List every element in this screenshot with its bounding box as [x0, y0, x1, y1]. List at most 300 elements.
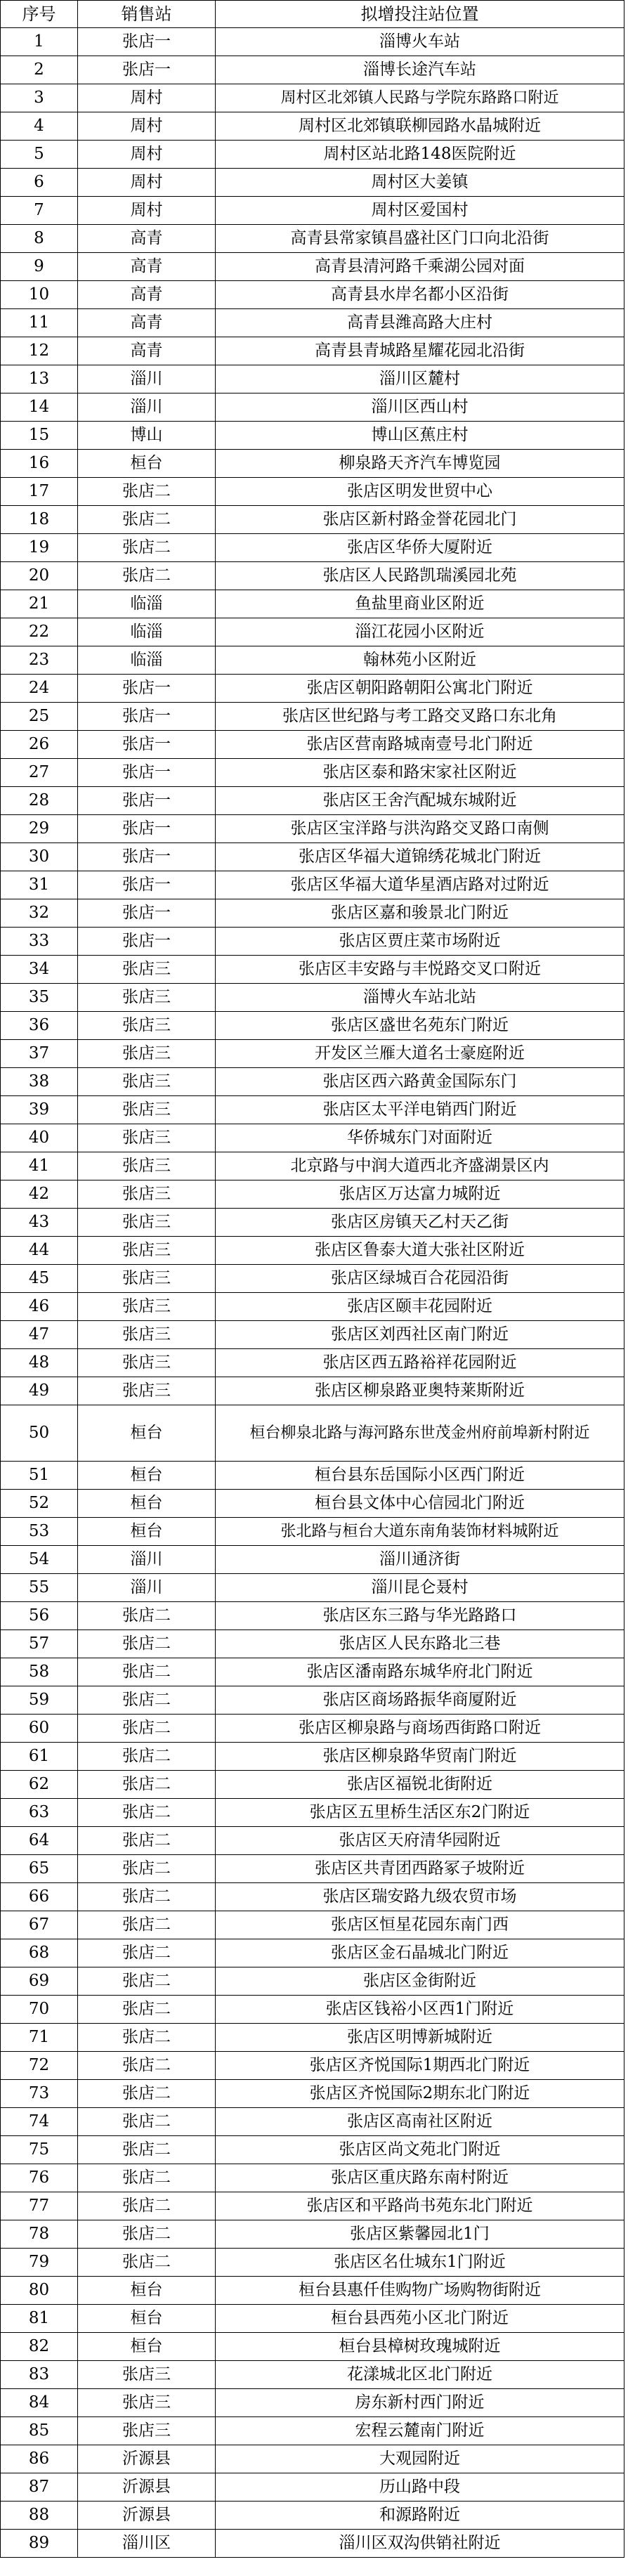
row-number: 86 — [1, 2445, 78, 2473]
row-number: 52 — [1, 1490, 78, 1518]
table-row — [1, 478, 624, 506]
table-row — [1, 1911, 624, 1939]
row-station: 桓台 — [78, 2277, 216, 2305]
row-number: 4 — [1, 112, 78, 141]
row-location: 张店区万达富力城附近 — [216, 1180, 624, 1209]
row-number: 23 — [1, 646, 78, 675]
row-number: 10 — [1, 281, 78, 309]
row-location: 张店区盛世名苑东门附近 — [216, 1012, 624, 1040]
row-station: 沂源县 — [78, 2502, 216, 2530]
row-location: 和源路附近 — [216, 2502, 624, 2530]
row-number: 2 — [1, 56, 78, 84]
row-number: 72 — [1, 2052, 78, 2080]
row-station: 高青 — [78, 337, 216, 365]
table-row — [1, 1883, 624, 1911]
row-number: 74 — [1, 2108, 78, 2136]
row-location: 张店区齐悦国际2期东北门附近 — [216, 2080, 624, 2108]
row-location: 淄川区双沟供销社附近 — [216, 2530, 624, 2558]
table-row — [1, 1967, 624, 1996]
row-number: 58 — [1, 1658, 78, 1686]
row-station: 张店三 — [78, 1377, 216, 1405]
row-number: 63 — [1, 1799, 78, 1827]
row-station: 张店二 — [78, 2192, 216, 2220]
row-number: 80 — [1, 2277, 78, 2305]
row-number: 65 — [1, 1855, 78, 1883]
row-location: 高青县水岸名都小区沿街 — [216, 281, 624, 309]
row-number: 87 — [1, 2473, 78, 2502]
table-row — [1, 2445, 624, 2473]
row-station: 周村 — [78, 112, 216, 141]
row-number: 28 — [1, 787, 78, 815]
row-location: 张店区共青团西路冢子坡附近 — [216, 1855, 624, 1883]
row-station: 张店一 — [78, 759, 216, 787]
row-number: 24 — [1, 675, 78, 703]
table-row — [1, 1462, 624, 1490]
table-row — [1, 815, 624, 843]
table-row — [1, 169, 624, 197]
row-location: 张店区柳泉路华贸南门附近 — [216, 1743, 624, 1771]
row-number: 1 — [1, 28, 78, 56]
table-row — [1, 675, 624, 703]
row-location: 张店区房镇天乙村天乙街 — [216, 1209, 624, 1237]
row-location: 张店区潘南路东城华府北门附近 — [216, 1658, 624, 1686]
table-row — [1, 337, 624, 365]
row-location: 张店区西五路裕祥花园附近 — [216, 1349, 624, 1377]
row-number: 16 — [1, 450, 78, 478]
table-row — [1, 2249, 624, 2277]
row-station: 张店三 — [78, 1321, 216, 1349]
row-station: 张店一 — [78, 899, 216, 928]
row-station: 张店二 — [78, 1686, 216, 1715]
row-station: 桓台 — [78, 1462, 216, 1490]
table-row — [1, 1996, 624, 2024]
table-body — [1, 28, 624, 2558]
table-row — [1, 843, 624, 871]
row-station: 临淄 — [78, 646, 216, 675]
row-station: 张店三 — [78, 1012, 216, 1040]
row-location: 张店区太平洋电销西门附近 — [216, 1096, 624, 1124]
row-station: 沂源县 — [78, 2445, 216, 2473]
row-station: 张店三 — [78, 1293, 216, 1321]
table-row — [1, 506, 624, 534]
row-location: 张店区瑞安路九级农贸市场 — [216, 1883, 624, 1911]
table-row — [1, 1630, 624, 1658]
table-row — [1, 2080, 624, 2108]
row-number: 20 — [1, 562, 78, 590]
row-station: 张店一 — [78, 731, 216, 759]
row-location: 历山路中段 — [216, 2473, 624, 2502]
row-location: 张店区恒星花园东南门西 — [216, 1911, 624, 1939]
row-location: 淄川昆仑聂村 — [216, 1574, 624, 1602]
row-station: 桓台 — [78, 2333, 216, 2361]
row-number: 84 — [1, 2389, 78, 2417]
row-station: 张店三 — [78, 1209, 216, 1237]
table-row — [1, 2136, 624, 2164]
table-row — [1, 450, 624, 478]
row-number: 57 — [1, 1630, 78, 1658]
row-station: 张店二 — [78, 1771, 216, 1799]
row-location: 张店区刘西社区南门附近 — [216, 1321, 624, 1349]
table-row — [1, 871, 624, 899]
table-row — [1, 1939, 624, 1967]
row-location: 淄川通济街 — [216, 1546, 624, 1574]
row-station: 张店二 — [78, 2108, 216, 2136]
row-location: 张店区明发世贸中心 — [216, 478, 624, 506]
row-location: 张店区贾庄菜市场附近 — [216, 928, 624, 956]
row-location: 张北路与桓台大道东南角装饰材料城附近 — [216, 1518, 624, 1546]
table-row — [1, 309, 624, 337]
row-location: 桓台县西苑小区北门附近 — [216, 2305, 624, 2333]
row-number: 32 — [1, 899, 78, 928]
row-number: 73 — [1, 2080, 78, 2108]
table-row — [1, 422, 624, 450]
table-row — [1, 1715, 624, 1743]
row-number: 47 — [1, 1321, 78, 1349]
table-row — [1, 56, 624, 84]
row-location: 房东新村西门附近 — [216, 2389, 624, 2417]
table-row — [1, 1349, 624, 1377]
row-number: 78 — [1, 2220, 78, 2249]
row-number: 7 — [1, 197, 78, 225]
row-number: 19 — [1, 534, 78, 562]
table-row — [1, 1799, 624, 1827]
row-station: 桓台 — [78, 1405, 216, 1462]
row-location: 张店区和平路尚书苑东北门附近 — [216, 2192, 624, 2220]
row-station: 张店二 — [78, 2249, 216, 2277]
row-station: 周村 — [78, 141, 216, 169]
row-number: 49 — [1, 1377, 78, 1405]
row-location: 淄博火车站 — [216, 28, 624, 56]
table-row — [1, 899, 624, 928]
row-station: 张店一 — [78, 843, 216, 871]
row-station: 张店二 — [78, 2136, 216, 2164]
table-row — [1, 253, 624, 281]
row-number: 76 — [1, 2164, 78, 2192]
row-location: 张店区天府清华园附近 — [216, 1827, 624, 1855]
row-station: 周村 — [78, 197, 216, 225]
row-number: 31 — [1, 871, 78, 899]
row-number: 48 — [1, 1349, 78, 1377]
row-number: 79 — [1, 2249, 78, 2277]
row-station: 张店二 — [78, 1743, 216, 1771]
row-number: 53 — [1, 1518, 78, 1546]
row-station: 桓台 — [78, 1518, 216, 1546]
row-station: 张店二 — [78, 506, 216, 534]
row-number: 21 — [1, 590, 78, 618]
table-row — [1, 365, 624, 393]
table-row — [1, 225, 624, 253]
row-number: 17 — [1, 478, 78, 506]
row-location: 桓台柳泉北路与海河路东世茂金州府前埠新村附近 — [216, 1405, 624, 1462]
row-station: 张店三 — [78, 2361, 216, 2389]
row-station: 张店一 — [78, 928, 216, 956]
table-row — [1, 1293, 624, 1321]
table-row — [1, 1124, 624, 1152]
row-number: 45 — [1, 1265, 78, 1293]
table-row — [1, 2473, 624, 2502]
table-row — [1, 2052, 624, 2080]
table-row — [1, 1068, 624, 1096]
row-number: 35 — [1, 984, 78, 1012]
row-number: 60 — [1, 1715, 78, 1743]
row-station: 张店一 — [78, 675, 216, 703]
table-row — [1, 2333, 624, 2361]
row-location: 桓台县惠仟佳购物广场购物街附近 — [216, 2277, 624, 2305]
row-number: 15 — [1, 422, 78, 450]
row-location: 张店区钱裕小区西1门附近 — [216, 1996, 624, 2024]
table-row — [1, 1180, 624, 1209]
table-row — [1, 1265, 624, 1293]
row-station: 张店二 — [78, 1911, 216, 1939]
row-station: 张店一 — [78, 815, 216, 843]
row-station: 高青 — [78, 281, 216, 309]
table-row — [1, 2024, 624, 2052]
row-station: 张店三 — [78, 1180, 216, 1209]
row-number: 68 — [1, 1939, 78, 1967]
table-row — [1, 731, 624, 759]
row-location: 桓台县樟树玫瑰城附近 — [216, 2333, 624, 2361]
table-row — [1, 1771, 624, 1799]
row-station: 周村 — [78, 169, 216, 197]
row-number: 3 — [1, 84, 78, 112]
row-location: 张店区高南社区附近 — [216, 2108, 624, 2136]
row-station: 桓台 — [78, 450, 216, 478]
row-location: 张店区人民东路北三巷 — [216, 1630, 624, 1658]
row-location: 宏程云麓南门附近 — [216, 2417, 624, 2445]
row-number: 38 — [1, 1068, 78, 1096]
row-station: 张店一 — [78, 787, 216, 815]
table-row — [1, 2361, 624, 2389]
row-number: 12 — [1, 337, 78, 365]
row-number: 62 — [1, 1771, 78, 1799]
row-station: 张店三 — [78, 1152, 216, 1180]
row-location: 淄江花园小区附近 — [216, 618, 624, 646]
row-location: 张店区世纪路与考工路交叉路口东北角 — [216, 703, 624, 731]
row-number: 30 — [1, 843, 78, 871]
row-location: 张店区嘉和骏景北门附近 — [216, 899, 624, 928]
row-location: 张店区华福大道锦绣花城北门附近 — [216, 843, 624, 871]
row-station: 张店二 — [78, 2080, 216, 2108]
row-station: 张店三 — [78, 2417, 216, 2445]
header-row — [1, 1, 624, 28]
row-number: 51 — [1, 1462, 78, 1490]
row-location: 张店区西六路黄金国际东门 — [216, 1068, 624, 1096]
row-station: 张店二 — [78, 1939, 216, 1967]
row-station: 张店一 — [78, 56, 216, 84]
row-location: 张店区人民路凯瑞溪园北苑 — [216, 562, 624, 590]
table-row — [1, 1518, 624, 1546]
row-station: 张店二 — [78, 1883, 216, 1911]
table-row — [1, 28, 624, 56]
row-station: 张店三 — [78, 1068, 216, 1096]
row-station: 张店三 — [78, 2389, 216, 2417]
table-row — [1, 2502, 624, 2530]
table-row — [1, 1686, 624, 1715]
row-location: 张店区王舍汽配城东城附近 — [216, 787, 624, 815]
row-number: 75 — [1, 2136, 78, 2164]
header-no: 序号 — [1, 1, 78, 28]
row-location: 张店区泰和路宋家社区附近 — [216, 759, 624, 787]
row-location: 高青县青城路星耀花园北沿街 — [216, 337, 624, 365]
table-row — [1, 1237, 624, 1265]
table-row — [1, 1040, 624, 1068]
row-number: 77 — [1, 2192, 78, 2220]
row-station: 桓台 — [78, 2305, 216, 2333]
row-station: 张店二 — [78, 1630, 216, 1658]
row-location: 张店区商场路振华商厦附近 — [216, 1686, 624, 1715]
row-station: 张店二 — [78, 2220, 216, 2249]
row-location: 张店区金街附近 — [216, 1967, 624, 1996]
row-station: 高青 — [78, 225, 216, 253]
row-number: 27 — [1, 759, 78, 787]
row-location: 张店区金石晶城北门附近 — [216, 1939, 624, 1967]
row-station: 张店二 — [78, 1996, 216, 2024]
table-row — [1, 1152, 624, 1180]
row-station: 张店二 — [78, 2164, 216, 2192]
table-row — [1, 2305, 624, 2333]
table-row — [1, 703, 624, 731]
row-location: 张店区宝洋路与洪沟路交叉路口南侧 — [216, 815, 624, 843]
row-location: 周村区北郊镇联柳园路水晶城附近 — [216, 112, 624, 141]
row-number: 56 — [1, 1602, 78, 1630]
row-station: 张店三 — [78, 1040, 216, 1068]
row-station: 张店三 — [78, 1237, 216, 1265]
row-number: 25 — [1, 703, 78, 731]
row-number: 13 — [1, 365, 78, 393]
row-location: 柳泉路天齐汽车博览园 — [216, 450, 624, 478]
row-location: 张店区柳泉路与商场西街路口附近 — [216, 1715, 624, 1743]
table-row — [1, 2277, 624, 2305]
table-row — [1, 2220, 624, 2249]
table-row — [1, 1574, 624, 1602]
header-station: 销售站 — [78, 1, 216, 28]
row-location: 张店区名仕城东1门附近 — [216, 2249, 624, 2277]
row-location: 张店区柳泉路亚奥特莱斯附近 — [216, 1377, 624, 1405]
row-station: 张店二 — [78, 1715, 216, 1743]
table-row — [1, 1855, 624, 1883]
row-number: 71 — [1, 2024, 78, 2052]
table-row — [1, 1209, 624, 1237]
row-number: 5 — [1, 141, 78, 169]
row-location: 张店区新村路金誉花园北门 — [216, 506, 624, 534]
row-number: 61 — [1, 1743, 78, 1771]
row-station: 张店二 — [78, 1602, 216, 1630]
row-location: 张店区华福大道华星酒店路对过附近 — [216, 871, 624, 899]
row-location: 高青县潍高路大庄村 — [216, 309, 624, 337]
row-station: 张店三 — [78, 984, 216, 1012]
row-location: 淄博长途汽车站 — [216, 56, 624, 84]
row-number: 8 — [1, 225, 78, 253]
row-station: 桓台 — [78, 1490, 216, 1518]
row-station: 淄川区 — [78, 2530, 216, 2558]
row-station: 张店二 — [78, 1827, 216, 1855]
row-location: 北京路与中润大道西北齐盛湖景区内 — [216, 1152, 624, 1180]
row-number: 36 — [1, 1012, 78, 1040]
row-number: 81 — [1, 2305, 78, 2333]
row-number: 54 — [1, 1546, 78, 1574]
row-location: 淄博火车站北站 — [216, 984, 624, 1012]
row-station: 淄川 — [78, 1546, 216, 1574]
row-number: 69 — [1, 1967, 78, 1996]
table-row — [1, 2108, 624, 2136]
row-location: 张店区丰安路与丰悦路交叉口附近 — [216, 956, 624, 984]
row-number: 88 — [1, 2502, 78, 2530]
row-number: 89 — [1, 2530, 78, 2558]
row-location: 周村区爱国村 — [216, 197, 624, 225]
table-row — [1, 646, 624, 675]
table-row — [1, 1321, 624, 1349]
row-location: 华侨城东门对面附近 — [216, 1124, 624, 1152]
row-station: 张店二 — [78, 534, 216, 562]
row-number: 39 — [1, 1096, 78, 1124]
row-station: 沂源县 — [78, 2473, 216, 2502]
table-row — [1, 2389, 624, 2417]
table-row — [1, 2164, 624, 2192]
row-number: 29 — [1, 815, 78, 843]
row-station: 张店二 — [78, 1855, 216, 1883]
row-number: 83 — [1, 2361, 78, 2389]
table-row — [1, 2192, 624, 2220]
table-row — [1, 197, 624, 225]
row-location: 高青县常家镇昌盛社区门口向北沿街 — [216, 225, 624, 253]
row-location: 周村区站北路148医院附近 — [216, 141, 624, 169]
row-location: 张店区颐丰花园附近 — [216, 1293, 624, 1321]
row-location: 博山区蕉庄村 — [216, 422, 624, 450]
row-location: 周村区北郊镇人民路与学院东路路口附近 — [216, 84, 624, 112]
row-number: 44 — [1, 1237, 78, 1265]
row-location: 鱼盐里商业区附近 — [216, 590, 624, 618]
row-station: 张店三 — [78, 1265, 216, 1293]
row-number: 18 — [1, 506, 78, 534]
row-number: 34 — [1, 956, 78, 984]
row-station: 淄川 — [78, 393, 216, 422]
row-station: 周村 — [78, 84, 216, 112]
row-number: 33 — [1, 928, 78, 956]
row-number: 14 — [1, 393, 78, 422]
row-number: 41 — [1, 1152, 78, 1180]
row-station: 张店二 — [78, 2024, 216, 2052]
row-location: 张店区绿城百合花园沿街 — [216, 1265, 624, 1293]
row-location: 张店区紫馨园北1门 — [216, 2220, 624, 2249]
row-number: 46 — [1, 1293, 78, 1321]
table-row — [1, 2530, 624, 2558]
row-station: 高青 — [78, 309, 216, 337]
row-number: 55 — [1, 1574, 78, 1602]
row-location: 张店区尚文苑北门附近 — [216, 2136, 624, 2164]
row-location: 张店区齐悦国际1期西北门附近 — [216, 2052, 624, 2080]
table-row — [1, 1405, 624, 1462]
row-station: 博山 — [78, 422, 216, 450]
row-location: 开发区兰雁大道名士豪庭附近 — [216, 1040, 624, 1068]
table-row — [1, 956, 624, 984]
row-number: 70 — [1, 1996, 78, 2024]
row-station: 临淄 — [78, 618, 216, 646]
table-row — [1, 1827, 624, 1855]
row-location: 桓台县东岳国际小区西门附近 — [216, 1462, 624, 1490]
row-location: 张店区营南路城南壹号北门附近 — [216, 731, 624, 759]
table-row — [1, 590, 624, 618]
row-number: 67 — [1, 1911, 78, 1939]
row-number: 40 — [1, 1124, 78, 1152]
table-row — [1, 1012, 624, 1040]
row-station: 张店二 — [78, 1799, 216, 1827]
row-number: 9 — [1, 253, 78, 281]
row-number: 82 — [1, 2333, 78, 2361]
table-row — [1, 787, 624, 815]
row-location: 张店区东三路与华光路路口 — [216, 1602, 624, 1630]
table-row — [1, 1096, 624, 1124]
table-row — [1, 1743, 624, 1771]
